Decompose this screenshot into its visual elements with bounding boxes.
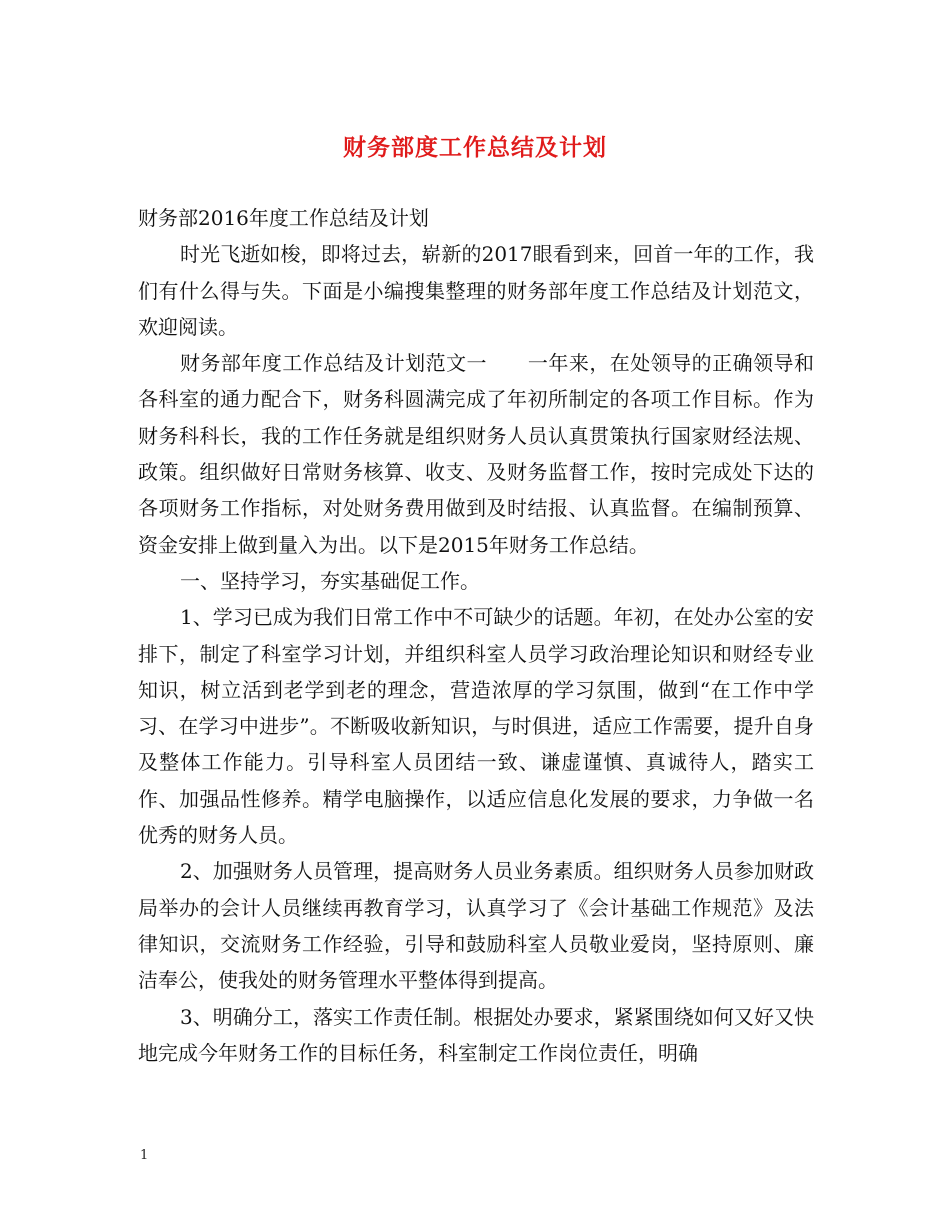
- item-2-paragraph: 2、加强财务人员管理，提高财务人员业务素质。组织财务人员参加财政局举办的会计人员继续再教育学习，认真学习了《会计基础工作规范》及法律知识，交流财务工作经验，引导和鼓励科室人员敬业爱岗，坚持原则、廉洁奉公，使我处的财务管理水平整体得到提高。: [138, 859, 814, 993]
- section-heading-1: 一、坚持学习，夯实基础促工作。: [180, 568, 480, 593]
- document-title: 财务部度工作总结及计划: [343, 134, 607, 161]
- page-number: 1: [140, 1148, 149, 1163]
- subtitle-paragraph: 财务部2016年度工作总结及计划: [138, 206, 429, 230]
- item-3-paragraph: 3、明确分工，落实工作责任制。根据处办要求，紧紧围绕如何又好又快地完成今年财务工作的目标任务，科室制定工作岗位责任，明确: [138, 1004, 814, 1065]
- item-1-paragraph: 1、学习已成为我们日常工作中不可缺少的话题。年初，在处办公室的安排下，制定了科室学习计划，并组织科室人员学习政治理论知识和财经专业知识，树立活到老学到老的理念，营造浓厚的学习氛围，做到“在工作中学习、在学习中进步”。不断吸收新知识，与时俱进，适应工作需要，提升自身及整体工作能力。引导科室人员团结一致、谦虚谨慎、真诚待人，踏实工作、加强品性修养。精学电脑操作，以适应信息化发展的要求，力争做一名优秀的财务人员。: [138, 605, 814, 848]
- document-body: [138, 200, 814, 1071]
- sample-one-paragraph: 财务部年度工作总结及计划范文一 一年来，在处领导的正确领导和各科室的通力配合下，财务科圆满完成了年初所制定的各项工作目标。作为财务科科长，我的工作任务就是组织财务人员认真贯策执行国家财经法规、政策。组织做好日常财务核算、收支、及财务监督工作，按时完成处下达的各项财务工作指标，对处财务费用做到及时结报、认真监督。在编制预算、资金安排上做到量入为出。以下是2015年财务工作总结。: [138, 351, 814, 557]
- intro-paragraph: 时光飞逝如梭，即将过去，崭新的2017眼看到来，回首一年的工作，我们有什么得与失。下面是小编搜集整理的财务部年度工作总结及计划范文，欢迎阅读。: [138, 242, 814, 339]
